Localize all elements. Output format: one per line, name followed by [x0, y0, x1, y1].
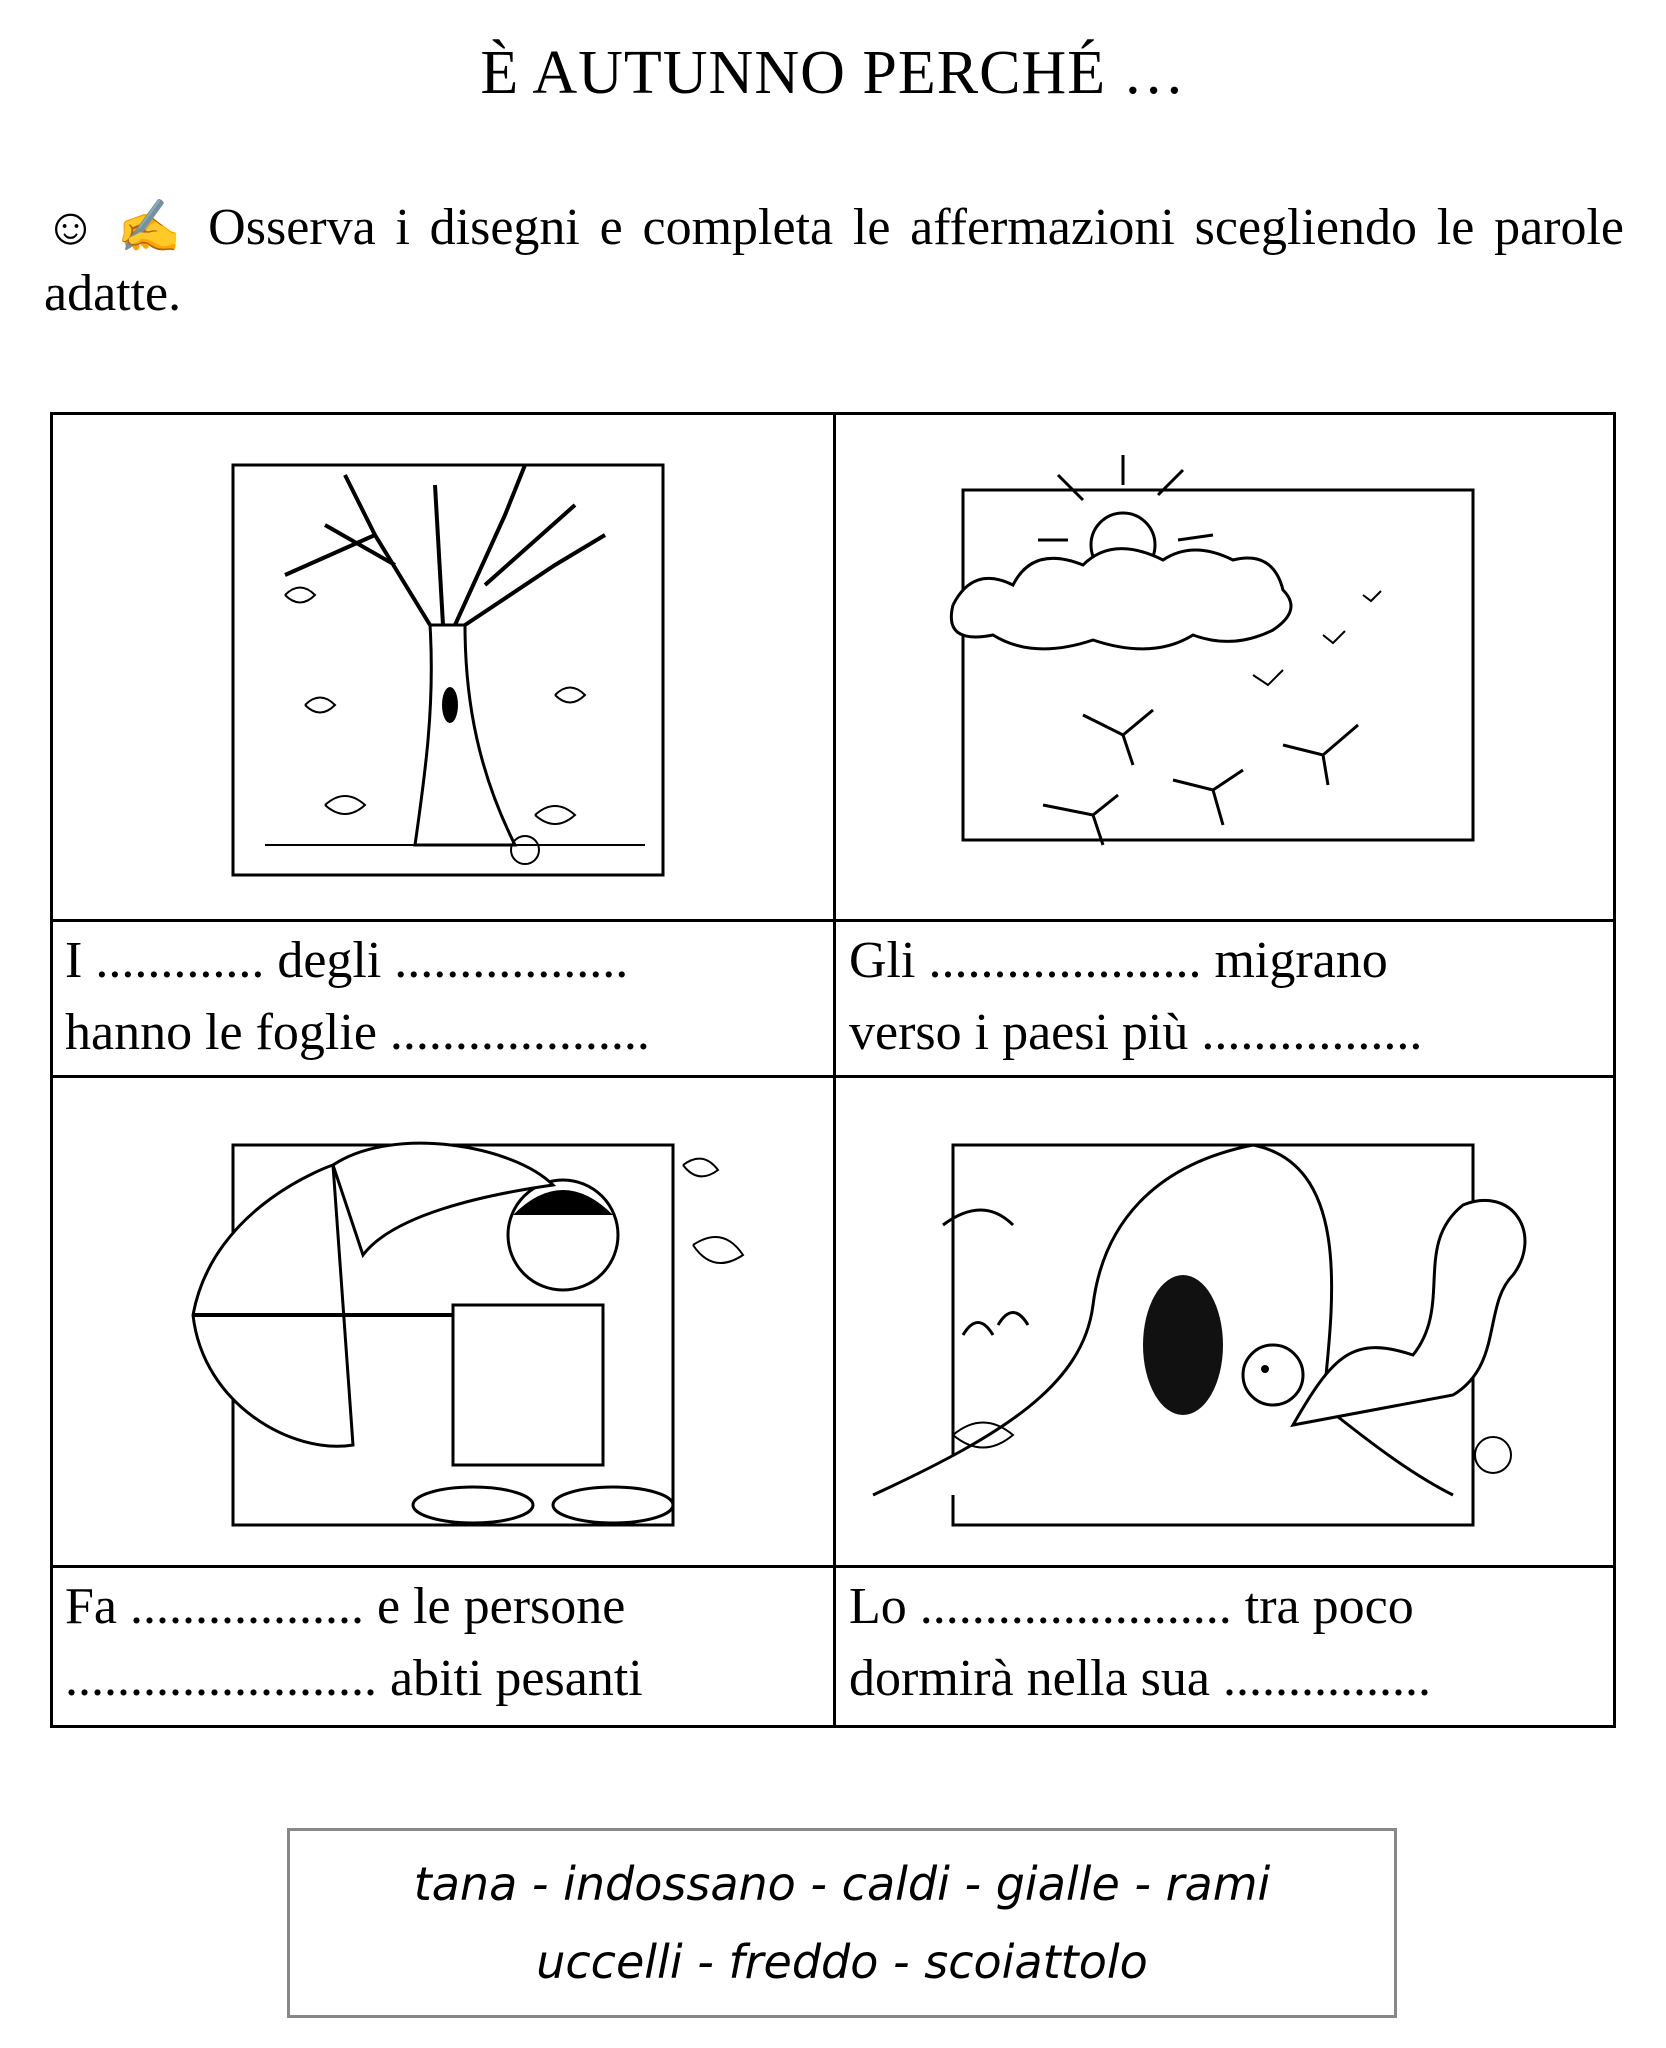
caption-2-line-2: verso i paesi più ................. — [849, 1004, 1423, 1061]
grid-divider-vertical — [833, 415, 836, 1725]
migrating-birds-illustration — [943, 445, 1503, 885]
caption-2-line-1: Gli ..................... migrano — [849, 932, 1388, 989]
page-title: È AUTUNNO PERCHÉ … — [480, 39, 1186, 107]
caption-1 — [65, 925, 650, 1069]
exercise-grid — [50, 412, 1616, 1728]
tree-illustration — [225, 445, 675, 885]
grid-divider — [53, 1565, 1613, 1568]
caption-4 — [849, 1571, 1431, 1715]
instruction — [44, 195, 1624, 327]
grid-divider — [53, 1075, 1613, 1078]
instruction-icons: ☺ ✍ — [44, 199, 189, 256]
caption-4-line-2: dormirà nella sua ................ — [849, 1650, 1431, 1707]
caption-1-line-1: I ............. degli .................. — [65, 932, 629, 989]
squirrel-illustration — [853, 1105, 1593, 1545]
caption-4-line-1: Lo ........................ tra poco — [849, 1578, 1414, 1635]
grid-divider — [53, 919, 1613, 922]
child-umbrella-illustration — [133, 1105, 773, 1545]
caption-1-line-2: hanno le foglie .................... — [65, 1004, 650, 1061]
caption-3-line-2: ........................ abiti pesanti — [65, 1650, 643, 1707]
word-bank — [287, 1828, 1397, 2018]
caption-3 — [65, 1571, 643, 1715]
word-bank-line-2: uccelli - freddo - scoiattolo — [536, 1935, 1148, 1989]
word-bank-line-1: tana - indossano - caldi - gialle - rami — [413, 1857, 1271, 1911]
instruction-text: Osserva i disegni e completa le affermazioni scegliendo le parole adatte. — [44, 199, 1624, 322]
caption-3-line-1: Fa .................. e le persone — [65, 1578, 626, 1635]
caption-2 — [849, 925, 1422, 1069]
